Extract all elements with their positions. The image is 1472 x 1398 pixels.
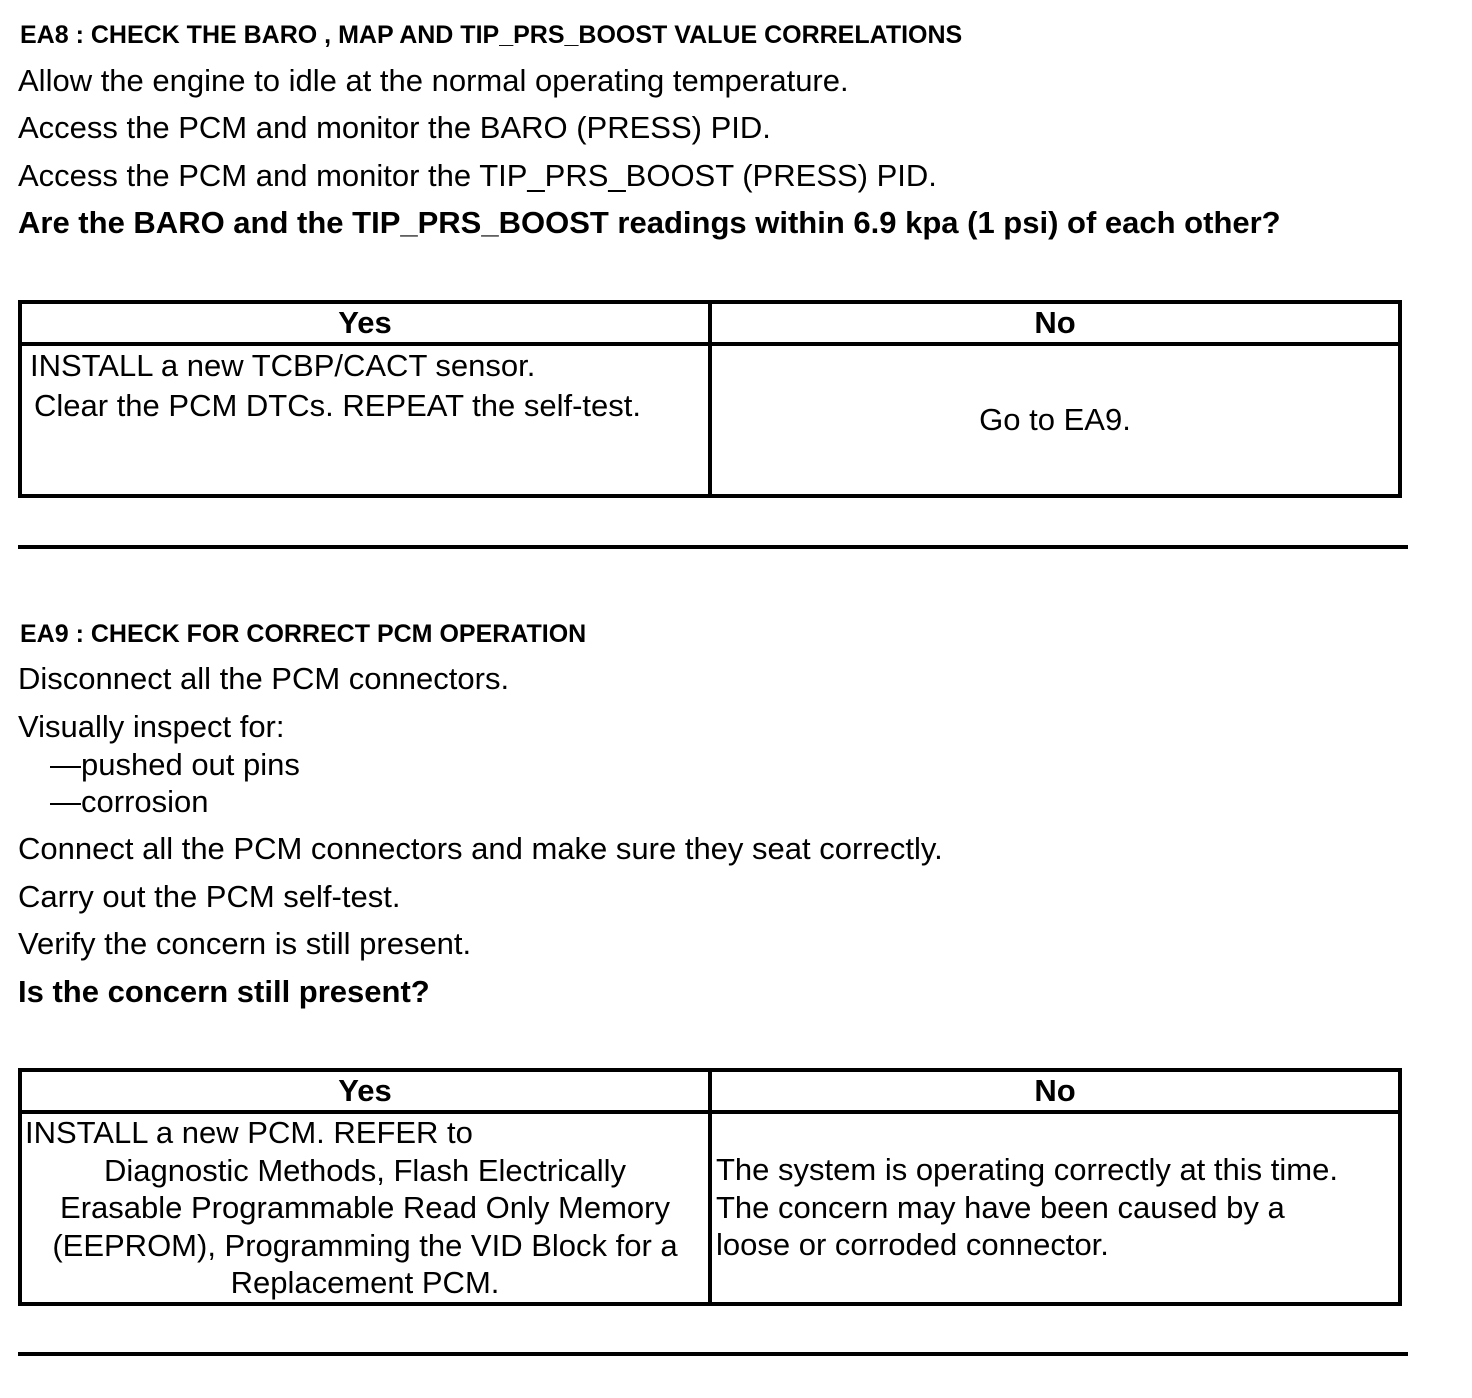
ea8-yes-cell <box>20 344 710 496</box>
ea9-yes-line-4: (EEPROM), Programming the VID Block for a <box>52 1227 678 1263</box>
ea9-step-5: Verify the concern is still present. <box>18 926 472 961</box>
ea8-step-1: Allow the engine to idle at the normal operating temperature. <box>18 63 849 98</box>
ea9-no-header: No <box>710 1070 1400 1112</box>
ea9-result-table <box>18 1068 1402 1306</box>
ea9-yes-header: Yes <box>20 1070 710 1112</box>
ea9-no-cell <box>710 1112 1400 1304</box>
ea8-title: EA8 : CHECK THE BARO , MAP AND TIP_PRS_BOOST VALUE CORRELATIONS <box>20 21 963 49</box>
ea8-step-2: Access the PCM and monitor the BARO (PRESS) PID. <box>18 110 771 145</box>
ea9-sub-item-1: —pushed out pins <box>50 747 300 782</box>
ea9-question: Is the concern still present? <box>18 974 430 1009</box>
ea8-steps <box>18 63 1408 241</box>
ea9-step-2: Visually inspect for: <box>18 709 285 744</box>
ea9-steps <box>18 661 1408 1010</box>
ea9-divider <box>18 1352 1408 1356</box>
ea9-yes-cell <box>20 1112 710 1304</box>
ea9-yes-line-2: Diagnostic Methods, Flash Electrically <box>103 1152 627 1188</box>
ea8-no-header: No <box>710 302 1400 344</box>
ea8-step-3: Access the PCM and monitor the TIP_PRS_BOOST (PRESS) PID. <box>18 158 937 193</box>
ea8-result-table <box>18 300 1402 498</box>
ea8-no-text: Go to EA9. <box>979 402 1131 437</box>
ea9-no-line-2: The concern may have been caused by a <box>716 1189 1285 1225</box>
ea9-no-line-1: The system is operating correctly at this time. <box>716 1152 1338 1187</box>
ea8-yes-line-2: Clear the PCM DTCs. REPEAT the self-test. <box>34 388 641 423</box>
ea9-section <box>18 619 1408 649</box>
ea9-sub-item-2: —corrosion <box>50 784 209 819</box>
ea8-yes-header: Yes <box>20 302 710 344</box>
ea9-title: EA9 : CHECK FOR CORRECT PCM OPERATION <box>20 620 587 648</box>
ea9-step-1: Disconnect all the PCM connectors. <box>18 661 510 696</box>
ea9-step-3: Connect all the PCM connectors and make sure they seat correctly. <box>18 831 943 866</box>
ea8-divider <box>18 545 1408 549</box>
ea9-yes-line-3: Erasable Programmable Read Only Memory <box>60 1190 670 1225</box>
ea9-yes-line-1: INSTALL a new PCM. REFER to <box>25 1115 473 1150</box>
ea8-section <box>18 20 1408 50</box>
ea8-question: Are the BARO and the TIP_PRS_BOOST readings within 6.9 kpa (1 psi) of each other? <box>18 205 1281 240</box>
ea8-yes-line-1: INSTALL a new TCBP/CACT sensor. <box>30 348 536 383</box>
ea8-no-cell <box>710 344 1400 496</box>
ea9-step-4: Carry out the PCM self-test. <box>18 879 401 914</box>
ea9-yes-line-5: Replacement PCM. <box>230 1265 500 1300</box>
ea9-no-line-3: loose or corroded connector. <box>716 1227 1109 1262</box>
